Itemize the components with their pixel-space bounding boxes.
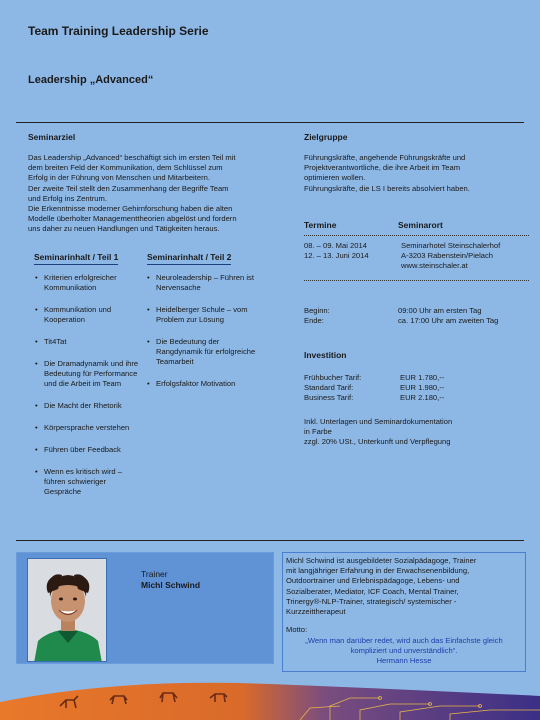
date-line: 08. – 09. Mai 2014 — [304, 241, 367, 250]
zielgruppe-line: Projektverantwortliche, die ihre Arbeit im Team — [304, 163, 461, 173]
bottom-divider — [16, 540, 524, 541]
time-value: ca. 17:00 Uhr am zweiten Tag — [398, 316, 499, 326]
tarif-label: Frühbucher Tarif: — [304, 373, 362, 382]
trainer-label: Trainer — [141, 569, 168, 579]
motto-line: kompliziert und unverständlich“. — [350, 646, 458, 656]
list-item: • Die Dramadynamik und ihre Bedeutung für Performance und die Arbeit im Team — [34, 359, 142, 389]
location-website: www.steinschaler.at — [401, 261, 468, 271]
tarif-label: Standard Tarif: — [304, 383, 354, 393]
tarif-prices — [400, 373, 444, 404]
time-value: 09:00 Uhr am ersten Tag — [398, 306, 482, 315]
time-labels — [304, 306, 330, 326]
trainer-bio — [286, 556, 522, 617]
bio-line: mit langjähriger Erfahrung in der Erwachsenenbildung, — [286, 566, 470, 576]
list-item: • Heidelberger Schule – vom Problem zur Lösung — [146, 305, 258, 325]
motto-line: „Wenn man darüber redet, wird auch das Einfachste gleich — [305, 636, 503, 646]
seminarziel-line: dem breiten Feld der Kommunikation, dem Schlüssel zum — [28, 163, 223, 173]
tarif-labels — [304, 373, 361, 404]
page-title: Team Training Leadership Serie — [28, 24, 209, 38]
motto-quote — [286, 636, 522, 666]
seminarinhalt-1-list — [34, 273, 142, 509]
seminarziel-line: Die Erkenntnisse moderner Gehirnforschung haben die alten — [28, 204, 233, 214]
zielgruppe-heading: Zielgruppe — [304, 132, 348, 142]
tarif-price: EUR 2.180,-- — [400, 393, 445, 403]
list-item: • Kriterien erfolgreicher Kommunikation — [34, 273, 142, 293]
time-label: Beginn: — [304, 306, 330, 315]
seminarziel-line: Der zweite Teil stellt den Zusammenhang der Begriffe Team — [28, 183, 229, 193]
list-item: • Tit4Tat — [34, 337, 142, 347]
seminarziel-line: Erfolg in der Führung von Menschen und Mitarbeitern. — [28, 173, 210, 183]
seminarinhalt-1-heading: Seminarinhalt / Teil 1 — [34, 252, 118, 265]
list-item: • Wenn es kritisch wird – führen schwieriger Gespräche — [34, 467, 142, 497]
list-item: • Die Macht der Rhetorik — [34, 401, 142, 411]
motto-label: Motto: — [286, 625, 308, 635]
seminarziel-heading: Seminarziel — [28, 132, 76, 142]
page-subtitle: Leadership „Advanced“ — [28, 74, 154, 86]
list-item: • Erfolgsfaktor Motivation — [146, 379, 258, 389]
trainer-bio-box — [282, 552, 526, 672]
note-line: in Farbe — [304, 427, 332, 437]
termine-dates — [304, 241, 369, 261]
seminarort-heading: Seminarort — [398, 220, 443, 230]
note-line: Inkl. Unterlagen und Seminardokumentation — [304, 417, 453, 426]
seminarziel-text — [28, 153, 290, 235]
bio-line: Michl Schwind ist ausgebildeter Sozialpädagoge, Trainer — [286, 556, 477, 565]
dotted-divider — [304, 280, 529, 281]
motto-author: Hermann Hesse — [376, 656, 432, 666]
date-line: 12. – 13. Juni 2014 — [304, 251, 369, 261]
seminarort-text — [401, 241, 500, 272]
zielgruppe-line: optimieren wollen. — [304, 173, 366, 183]
bio-line: Sozialberater, Mediator, ICF Coach, Mental Trainer, — [286, 586, 459, 596]
dotted-divider — [304, 235, 529, 236]
list-item: • Die Bedeutung der Rangdynamik für erfolgreiche Teamarbeit — [146, 337, 258, 367]
seminarinhalt-2-heading: Seminarinhalt / Teil 2 — [147, 252, 231, 265]
zielgruppe-line: Führungskräfte, angehende Führungskräfte und — [304, 153, 466, 162]
time-values — [398, 306, 498, 326]
tarif-label: Business Tarif: — [304, 393, 354, 403]
tarif-price: EUR 1.780,-- — [400, 373, 445, 382]
zielgruppe-text — [304, 153, 514, 194]
investition-notes — [304, 417, 529, 448]
list-item: • Körpersprache verstehen — [34, 423, 142, 433]
top-divider — [16, 122, 524, 123]
seminarinhalt-2-list — [146, 273, 258, 401]
list-item: • Neuroleadership – Führen ist Nervensache — [146, 273, 258, 293]
note-line: zzgl. 20% USt., Unterkunft und Verpflegung — [304, 437, 451, 447]
footer-artwork — [0, 676, 540, 720]
zielgruppe-line: Führungskräfte, die LS I bereits absolviert haben. — [304, 183, 470, 193]
seminarziel-line: uns daher zu neuen Handlungen und Tätigkeiten heraus. — [28, 224, 220, 234]
portrait-image — [28, 559, 107, 662]
location-line: Seminarhotel Steinschalerhof — [401, 241, 501, 250]
investition-heading: Investition — [304, 350, 347, 360]
seminarziel-line: Das Leadership „Advanced“ beschäftigt sich im ersten Teil mit — [28, 153, 236, 162]
seminarziel-line: und Erfolg ins Zentrum. — [28, 193, 107, 203]
location-line: A-3203 Rabenstein/Pielach — [401, 251, 494, 261]
termine-heading: Termine — [304, 220, 337, 230]
tarif-price: EUR 1.980,-- — [400, 383, 445, 393]
time-label: Ende: — [304, 316, 324, 326]
bio-line: Trinergy®-NLP-Trainer, strategisch/ systemischer - — [286, 596, 457, 606]
list-item: • Führen über Feedback — [34, 445, 142, 455]
bio-line: Kurzzeittherapeut — [286, 607, 346, 617]
bio-line: Outdoortrainer und Erlebnispädagoge, Lebens- und — [286, 576, 460, 586]
trainer-photo — [27, 558, 107, 662]
list-item: • Kommunikation und Kooperation — [34, 305, 142, 325]
seminarziel-line: Modelle überholter Managementtheorien abgelöst und fordern — [28, 214, 237, 224]
trainer-name: Michl Schwind — [141, 580, 201, 590]
